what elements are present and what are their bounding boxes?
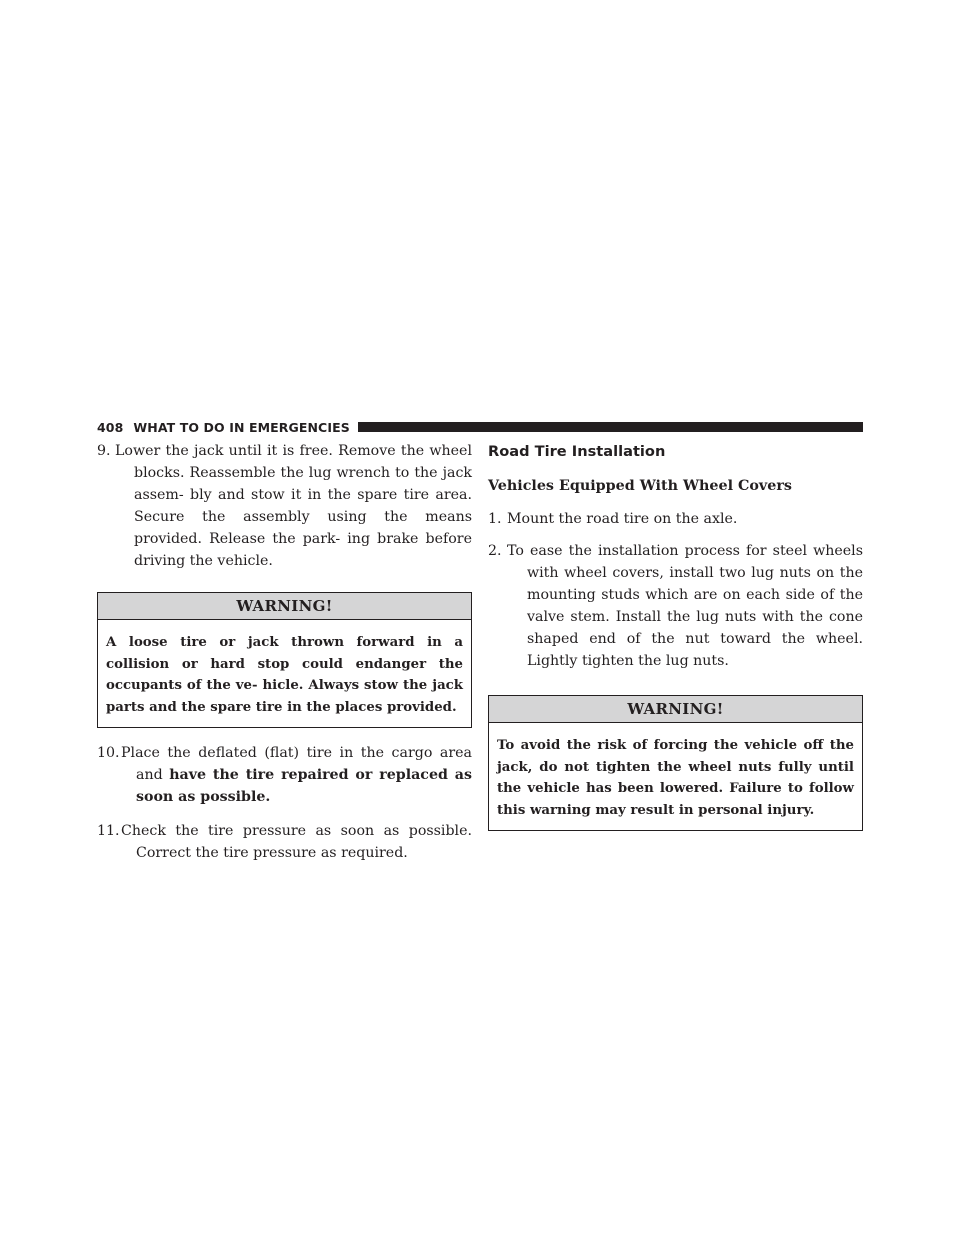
step-text: Mount the road tire on the axle. — [507, 511, 738, 527]
step-number: 10. — [97, 745, 120, 761]
warning-title: WARNING! — [489, 696, 862, 723]
step-number: 9. — [97, 443, 111, 459]
warning-box — [97, 592, 472, 728]
section-title: WHAT TO DO IN EMERGENCIES — [133, 419, 350, 435]
header-rule — [358, 422, 863, 432]
warning-title: WARNING! — [98, 593, 471, 620]
step-10 — [97, 742, 472, 808]
step-2 — [488, 540, 863, 672]
step-9 — [97, 440, 472, 572]
step-text: Lower the jack until it is free. Remove the wheel blocks. Reassemble the lug wrench to the jack assem- bly and stow it in the spare tire area. Secure the assembly using the means provided. Release the park- ing brake before driving the vehicle. — [115, 443, 472, 569]
page-number: 408 — [97, 419, 124, 435]
step-emphasis: have the tire repaired or replaced as soon as possible. — [136, 767, 472, 805]
warning-text: To avoid the risk of forcing the vehicle off the jack, do not tighten the wheel nuts fully until the vehicle has been lowered. Failure to follow this warning may result in personal injury. — [497, 738, 854, 818]
left-column — [97, 440, 472, 876]
step-number: 11. — [97, 823, 120, 839]
step-11 — [97, 820, 472, 864]
step-text: Place the deflated (flat) tire in the cargo area and — [121, 745, 472, 783]
step-text: Check the tire pressure as soon as possible. Correct the tire pressure as required. — [121, 823, 472, 861]
warning-box — [488, 695, 863, 831]
right-column — [488, 440, 863, 845]
step-1 — [488, 508, 863, 530]
warning-text: A loose tire or jack thrown forward in a collision or hard stop could endanger the occupants of the ve- hicle. Always stow the jack parts and the spare tire in the places provided. — [106, 635, 463, 715]
step-number: 2. — [488, 543, 502, 559]
step-text: To ease the installation process for steel wheels with wheel covers, install two lug nuts on the mounting studs which are on each side of the valve stem. Install the lug nuts with the cone shaped end of the nut toward the wheel. Lightly tighten the lug nuts. — [507, 543, 863, 669]
page-header — [97, 417, 863, 437]
section-heading: Road Tire Installation — [488, 443, 666, 460]
subsection-heading: Vehicles Equipped With Wheel Covers — [488, 478, 792, 494]
step-number: 1. — [488, 511, 502, 527]
